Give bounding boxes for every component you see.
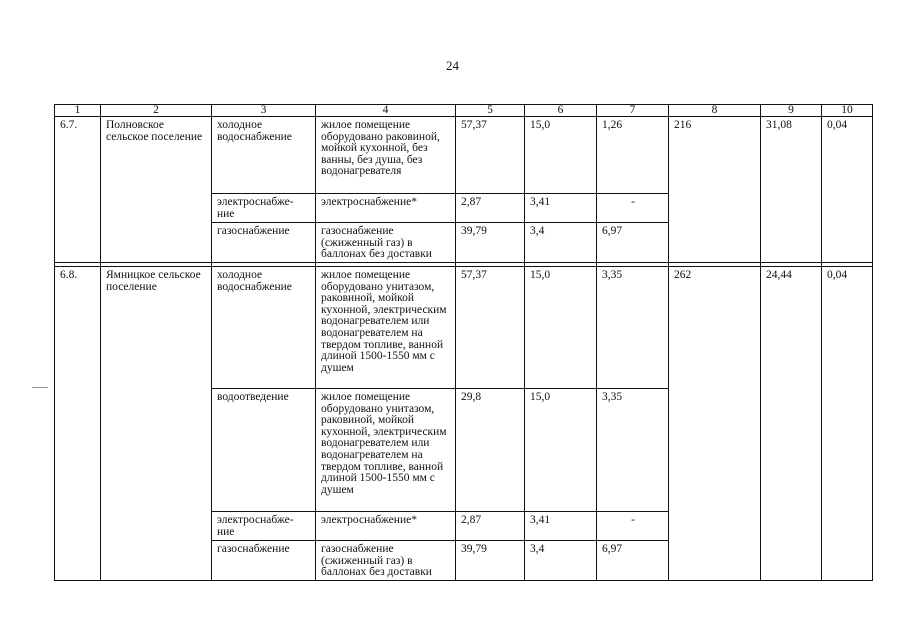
value-col5: 29,8	[456, 389, 525, 512]
value-col7: 6,97	[597, 223, 669, 263]
value-col5: 2,87	[456, 512, 525, 541]
header-cell: 5	[456, 105, 525, 117]
header-cell: 6	[525, 105, 597, 117]
value-col8: 262	[669, 267, 761, 581]
value-col7: 3,35	[597, 267, 669, 389]
value-col6: 3,4	[525, 223, 597, 263]
header-cell: 1	[55, 105, 101, 117]
value-col9: 24,44	[761, 267, 822, 581]
value-col5: 57,37	[456, 267, 525, 389]
housing-description: жилое помещение оборудовано раковиной, мойкой кухонной, без ванны, без душа, без водонагревателя	[316, 117, 456, 194]
value-col5: 39,79	[456, 223, 525, 263]
service-type: водоотведение	[212, 389, 316, 512]
service-type: холодное водоснабжение	[212, 117, 316, 194]
header-cell: 3	[212, 105, 316, 117]
header-cell: 8	[669, 105, 761, 117]
housing-description: электроснабжение*	[316, 194, 456, 223]
header-cell: 2	[101, 105, 212, 117]
housing-description: электроснабжение*	[316, 512, 456, 541]
value-col6: 15,0	[525, 267, 597, 389]
value-col9: 31,08	[761, 117, 822, 263]
settlement-name: Ямницкое сельское поселение	[101, 267, 212, 581]
value-col5: 57,37	[456, 117, 525, 194]
table-row	[55, 267, 873, 389]
value-col7: -	[597, 512, 669, 541]
value-col7: 6,97	[597, 541, 669, 581]
housing-description: газоснабжение (сжиженный газ) в баллонах без доставки	[316, 223, 456, 263]
value-col6: 3,41	[525, 194, 597, 223]
section-number: 6.7.	[55, 117, 101, 263]
value-col5: 39,79	[456, 541, 525, 581]
value-col7: -	[597, 194, 669, 223]
value-col7: 1,26	[597, 117, 669, 194]
header-row	[55, 105, 873, 117]
value-col10: 0,04	[822, 117, 873, 263]
header-cell: 4	[316, 105, 456, 117]
header-cell: 7	[597, 105, 669, 117]
value-col6: 3,41	[525, 512, 597, 541]
value-col6: 3,4	[525, 541, 597, 581]
value-col6: 15,0	[525, 117, 597, 194]
value-col10: 0,04	[822, 267, 873, 581]
value-col6: 15,0	[525, 389, 597, 512]
margin-mark	[32, 387, 48, 388]
service-type: газоснабжение	[212, 223, 316, 263]
value-col8: 216	[669, 117, 761, 263]
page-number: 24	[446, 58, 459, 73]
housing-description: газоснабжение (сжиженный газ) в баллонах без доставки	[316, 541, 456, 581]
service-type: холодное водоснабжение	[212, 267, 316, 389]
settlement-name: Полновское сельское поселение	[101, 117, 212, 263]
value-col7: 3,35	[597, 389, 669, 512]
housing-description: жилое помещение оборудовано унитазом, раковиной, мойкой кухонной, электрическим водонагревателем или водонагревателем на твердом топливе, ванной длиной 1500-1550 мм с душем	[316, 267, 456, 389]
header-cell: 10	[822, 105, 873, 117]
service-type: электроснабже-ние	[212, 512, 316, 541]
header-cell: 9	[761, 105, 822, 117]
service-type: газоснабжение	[212, 541, 316, 581]
value-col5: 2,87	[456, 194, 525, 223]
tariff-table	[54, 104, 873, 581]
table-row	[55, 117, 873, 194]
section-number: 6.8.	[55, 267, 101, 581]
housing-description: жилое помещение оборудовано унитазом, раковиной, мойкой кухонной, электрическим водонагревателем или водонагревателем на твердом топливе, ванной длиной 1500-1550 мм с душем	[316, 389, 456, 512]
service-type: электроснабже-ние	[212, 194, 316, 223]
